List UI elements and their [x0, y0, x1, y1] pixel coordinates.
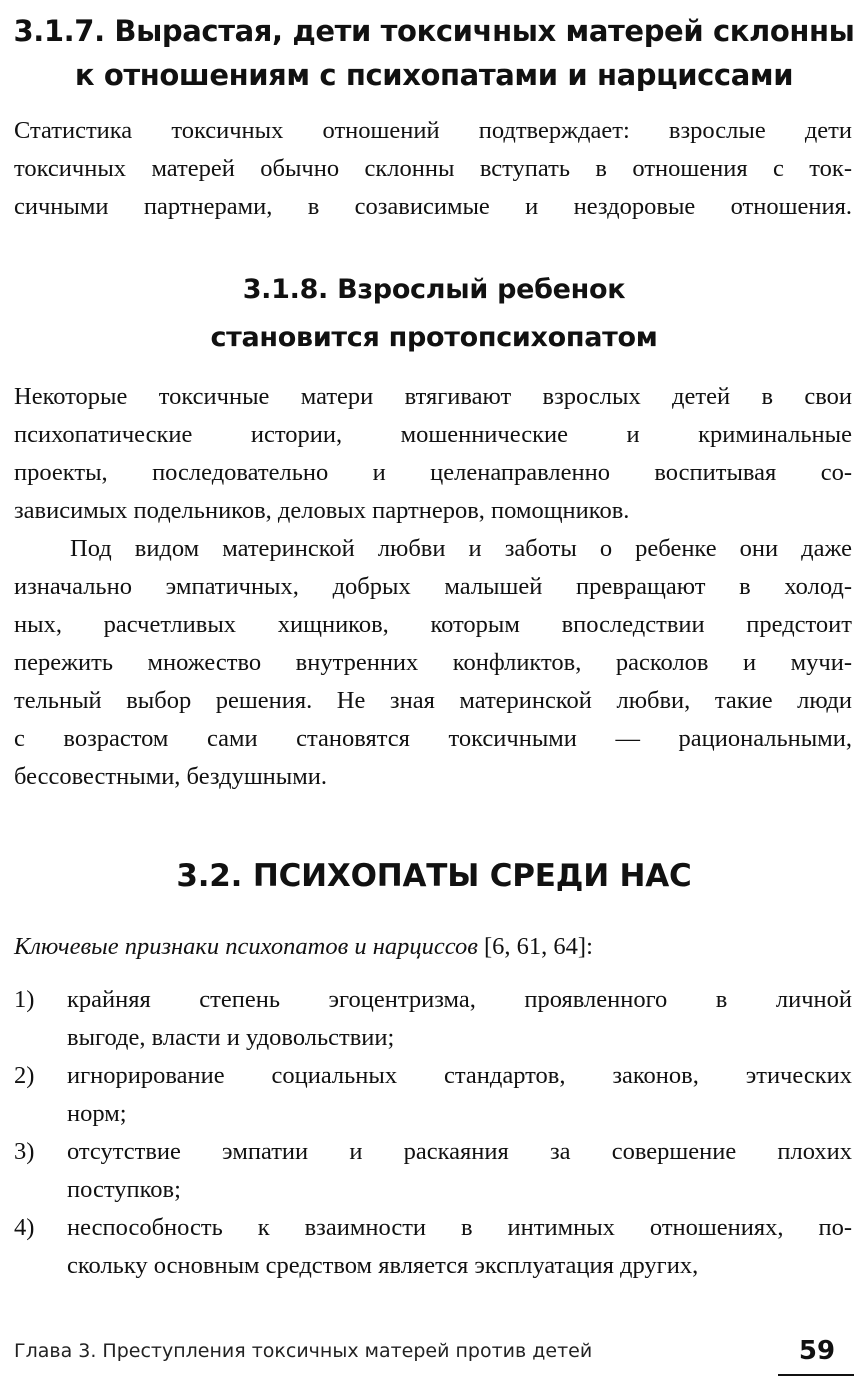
- paragraph-line: сичными партнерами, в созависимые и нездоровые отношения.: [14, 193, 852, 220]
- list-item-number: 4): [14, 1214, 35, 1241]
- list-item-number: 2): [14, 1062, 35, 1089]
- section-3-1-8-title-line-2: становится протопсихопатом: [210, 322, 658, 353]
- paragraph-line: бессовестными, бездушными.: [14, 763, 327, 790]
- list-intro-italic: Ключевые признаки психопатов и нарциссов: [14, 933, 478, 960]
- paragraph-line: ных, расчетливых хищников, которым впоследствии предстоит: [14, 611, 852, 638]
- list-item-line: отсутствие эмпатии и раскаяния за совершение плохих: [67, 1138, 852, 1165]
- section-3-1-8-title-line-1: 3.1.8. Взрослый ребенок: [242, 274, 626, 305]
- section-3-1-7-title-line-2: к отношениям с психопатами и нарциссами: [74, 58, 794, 92]
- list-item-line: скольку основным средством является эксплуатация других,: [67, 1252, 699, 1279]
- list-item-line: выгоде, власти и удовольствии;: [67, 1024, 395, 1051]
- paragraph-line: зависимых подельников, деловых партнеров, помощников.: [14, 497, 630, 524]
- list-item-line: норм;: [67, 1100, 127, 1127]
- page-number-rule: [778, 1374, 854, 1376]
- list-item-number: 1): [14, 986, 35, 1013]
- list-item-line: крайняя степень эгоцентризма, проявленного в личной: [67, 986, 852, 1013]
- running-footer-chapter: Глава 3. Преступления токсичных матерей против детей: [14, 1340, 593, 1362]
- section-3-2-title: 3.2. ПСИХОПАТЫ СРЕДИ НАС: [176, 858, 692, 894]
- paragraph-line: психопатические истории, мошеннические и криминальные: [14, 421, 852, 448]
- paragraph-line: Некоторые токсичные матери втягивают взрослых детей в свои: [14, 383, 852, 410]
- paragraph-line: токсичных матерей обычно склонны вступать в отношения с ток-: [14, 155, 852, 182]
- section-3-1-7-title-line-1: 3.1.7. Вырастая, дети токсичных матерей склонны: [13, 14, 855, 48]
- list-intro: [14, 930, 852, 964]
- page-number: 59: [798, 1336, 836, 1366]
- paragraph-line: Под видом материнской любви и заботы о ребенке они даже: [70, 535, 852, 562]
- list-item-line: поступков;: [67, 1176, 181, 1203]
- paragraph-line: с возрастом сами становятся токсичными — рациональными,: [14, 725, 852, 752]
- paragraph-line: тельный выбор решения. Не зная материнской любви, такие люди: [14, 687, 852, 714]
- paragraph-line: проекты, последовательно и целенаправленно воспитывая со-: [14, 459, 852, 486]
- list-item-number: 3): [14, 1138, 35, 1165]
- paragraph-line: Статистика токсичных отношений подтверждает: взрослые дети: [14, 117, 852, 144]
- paragraph-line: пережить множество внутренних конфликтов, расколов и мучи-: [14, 649, 852, 676]
- list-item-line: игнорирование социальных стандартов, законов, этических: [67, 1062, 852, 1089]
- list-item-line: неспособность к взаимности в интимных отношениях, по-: [67, 1214, 852, 1241]
- paragraph-line: изначально эмпатичных, добрых малышей превращают в холод-: [14, 573, 852, 600]
- list-intro-refs: [6, 61, 64]:: [477, 933, 593, 960]
